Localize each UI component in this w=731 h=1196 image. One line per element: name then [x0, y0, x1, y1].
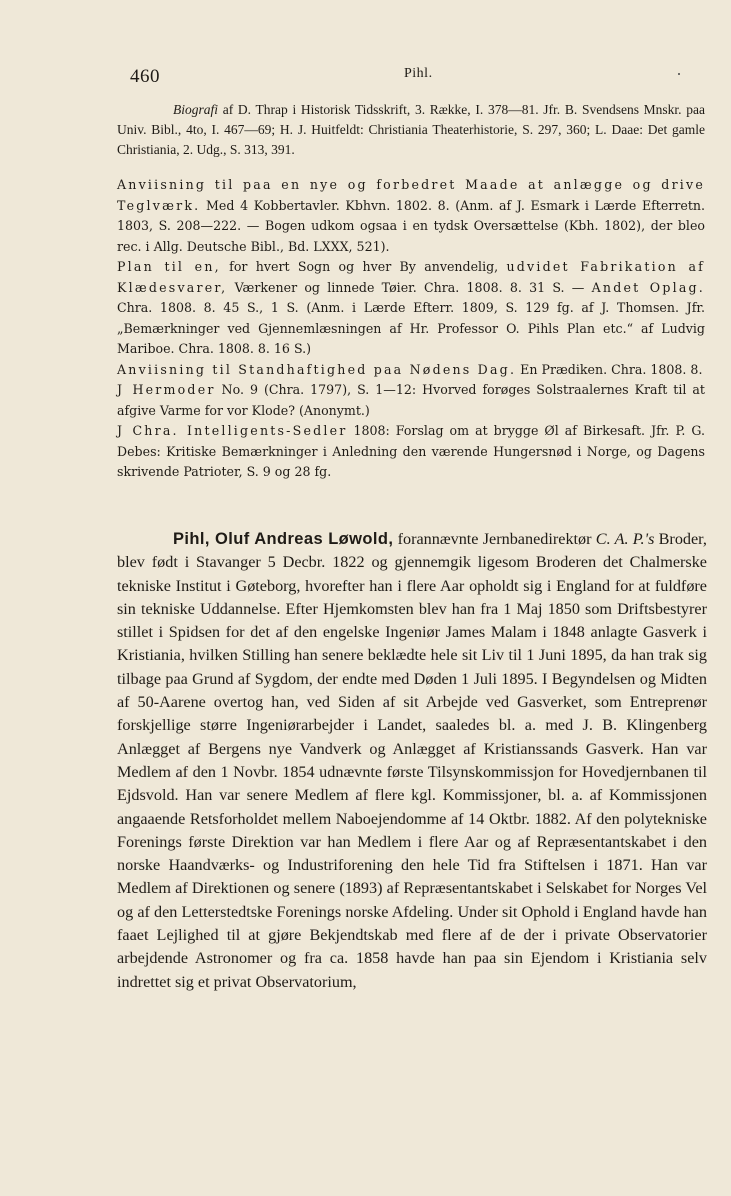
work-title: Anviisning til paa en nye og forbedret Maade at anlægge og drive Teglværk. [117, 177, 705, 213]
article-ref: C. A. P.'s [595, 530, 655, 548]
work-details-cont: Værkener og linnede Tøier. Chra. 1808. 8. 31 S. — [227, 279, 592, 295]
work-title-cont: udvidet Fabrikation af Klædesvarer, [117, 259, 706, 295]
work-edition-details: Chra. 1808. 8. 45 S., 1 S. (Anm. i Lærde Efterr. 1809, S. 129 fg. af J. Thomsen. Jfr. „Bemærkninger ved Gjennemlæsningen af Hr. Professor O. Pihls Plan etc.“ af Ludvig Mariboe. Chra. 1808. 8. 16 S.) [117, 300, 705, 356]
work-details: for hvert Sogn og hver By anvendelig, [220, 259, 507, 274]
page-number: 460 [130, 66, 160, 87]
work-details: Med 4 Kobbertavler. Kbhvn. 1802. 8. (Anm. af J. Esmark i Lærde Efterretn. 1803, S. 208—222. — Bogen udkom ogsaa i en tydsk Oversættelse (Kbh. 1802), der bleo rec. i Allg. Deutsche Bibl., Bd. LXXX, 521). [117, 197, 705, 254]
bibliography-note [117, 100, 705, 160]
work-details: En Prædiken. Chra. 1808. 8. [516, 361, 703, 377]
work-details: 1808: Forslag om at brygge Øl af Birkesaft. Jfr. P. G. Debes: Kritiske Bemærkninger i Anledning den værende Hungersnød i Norge, og Dagens skrivende Patrioter, S. 9 og 28 fg. [117, 423, 705, 479]
biografi-label: Biografi [173, 102, 219, 117]
work-details: No. 9 (Chra. 1797), S. 1—12: Hvorved forøges Solstraalernes Kraft til at afgive Varme for vor Klode? (Anonymt.) [117, 382, 705, 418]
works-list [117, 175, 705, 483]
work-title: Plan til en, [117, 259, 221, 274]
bibliography-text: af D. Thrap i Historisk Tidsskrift, 3. Række, I. 378—81. Jfr. B. Svendsens Mnskr. paa Univ. Bibl., 4to, I. 467—69; H. J. Huitfeldt: Christiania Theaterhistorie, S. 297, 360; L. Daae: Det gamle Christiania, 2. Udg., S. 313, 391. [117, 102, 705, 157]
work-edition: Andet Oplag. [591, 279, 705, 295]
running-head: Pihl. [404, 66, 433, 81]
work-entry [117, 175, 705, 257]
work-title: J Chra. Intelligents-Sedler [117, 423, 348, 438]
work-entry [117, 257, 705, 360]
work-entry [117, 360, 705, 381]
work-title: J Hermoder [117, 382, 216, 397]
article-name: Pihl, Oluf Andreas Løwold, [173, 530, 394, 548]
article-text: Broder, blev født i Stavanger 5 Decbr. 1822 og gjennemgik ligesom Broderen det Chalmerske tekniske Institut i Gøteborg, hvorefter han i flere Aar opholdt sig i England for at fuldføre sin tekniske Uddannelse. Efter Hjemkomsten blev han fra 1 Maj 1850 som Driftsbestyrer stillet i Spidsen for det af den engelske Ingeniør James Malam i 1848 anlagte Gasverk i Kristiania, hvilken Stilling han senere beklædte hele sit Liv til 1 Juni 1895, da han trak sig tilbage paa Grund af Sygdom, der endte med Døden 1 Juli 1895. I Begyndelsen og Midten af 50-Aarene overtog han, ved Siden af sit Arbejde ved Gasverket, som Entreprenør forskjellige større Ingeniørarbejder i Landet, saaledes bl. a. med J. B. Klingenberg Anlægget af Bergens nye Vandverk og Anlægget af Kristianssands Gasverk. Han var Medlem af den 1 Novbr. 1854 udnævnte første Tilsynskommissjon for Hovedjernbanen til Ejdsvold. Han var senere Medlem af flere kgl. Kommissjoner, bl. a. af Kommissjonen angaaende Retsforholdet mellem Naboejendomme af 14 Oktbr. 1882. Af den polytekniske Forenings første Direktion var han Medlem i flere Aar og af Repræsentantskabet i den norske Haandværks- og Industriforening den hele Tid fra Stiftelsen i 1871. Han var Medlem af Direktionen og senere (1893) af Repræsentantskabet i Selskabet for Norges Vel og af den Letterstedtske Forenings norske Afdeling. Under sit Ophold i England havde han faaet Lejlighed til at gjøre Bekjendtskab med flere af de der i private Observatorier arbejdende Astronomer og fra ca. 1858 havde han paa sin Ejendom i Kristiania selv indrettet sig et privat Observatorium, [117, 530, 707, 991]
work-entry [117, 421, 705, 483]
work-title: Anviisning til Standhaftighed paa Nødens Dag. [117, 361, 517, 377]
page-speck [678, 73, 680, 75]
article-body [117, 528, 707, 994]
article-intro: forannævnte Jernbanedirektør [393, 530, 596, 548]
work-entry [117, 380, 705, 421]
